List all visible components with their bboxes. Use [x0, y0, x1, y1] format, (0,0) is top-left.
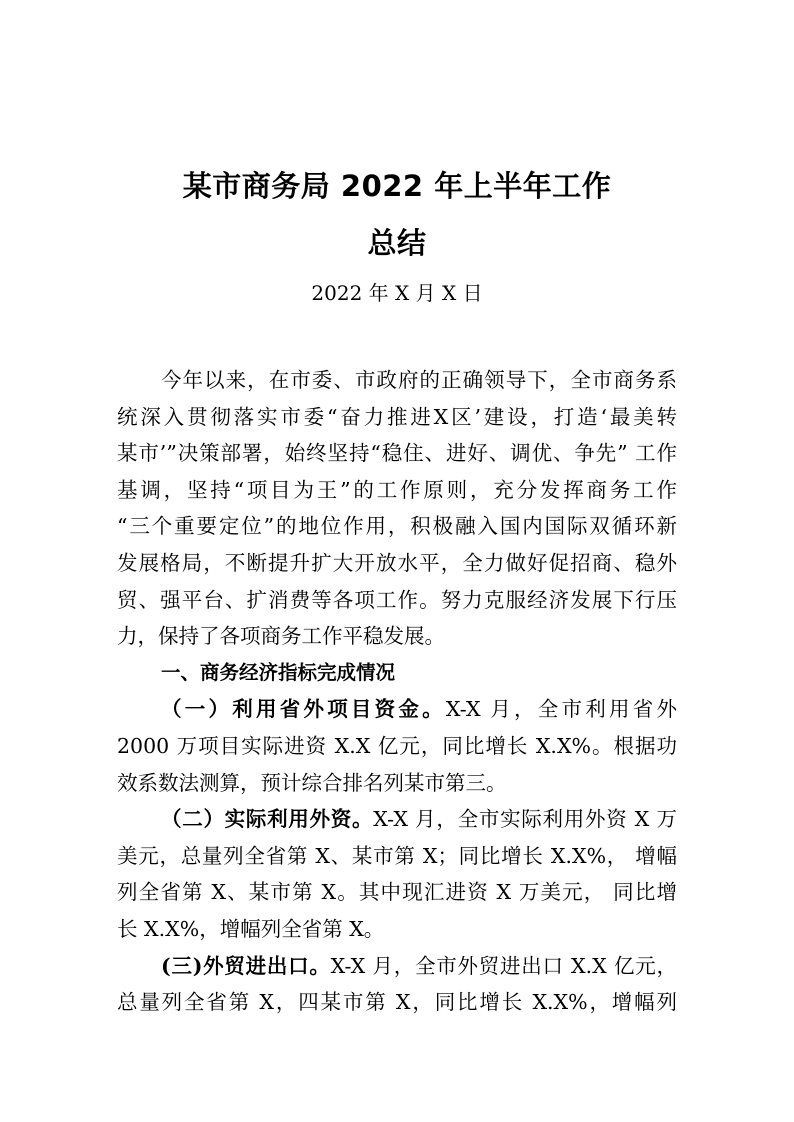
item-3-line-1	[117, 948, 677, 985]
document-title-line-2: 总结	[367, 226, 427, 260]
intro-line-1: 今年以来，在市委、市政府的正确领导下，全市商务系	[161, 368, 677, 392]
item-2-line-2: 美元，总量列全省第 X、某市第 X；同比增长 X.X%， 增幅	[117, 843, 677, 868]
intro-line-4: 基调，坚持“项目为王”的工作原则，充分发挥商务工作	[117, 477, 677, 502]
item-2-paragraph	[117, 801, 677, 947]
item-3-line-1-text: X-X 月，全市外贸进出口 X.X 亿元，	[330, 953, 677, 978]
section-heading-1: 一、商务经济指标完成情况	[161, 660, 396, 684]
item-3-label: (三)外贸进出口。	[161, 953, 331, 978]
item-2-line-4: 长 X.X%，增幅列全省第 X。	[117, 916, 385, 941]
intro-line-8: 力，保持了各项商务工作平稳发展。	[117, 624, 445, 649]
document-body	[117, 362, 677, 1021]
item-2-line-3: 列全省第 X、某市第 X。其中现汇进资 X 万美元， 同比增	[117, 880, 677, 905]
item-3-line-2: 总量列全省第 X，四某市第 X，同比增长 X.X%，增幅列	[117, 990, 677, 1015]
item-2-line-1	[117, 801, 677, 838]
document-date: 2022 年 X 月 X 日	[311, 281, 483, 305]
item-1-label: （一）利用省外项目资金。	[161, 697, 446, 722]
item-1-paragraph	[117, 691, 677, 801]
item-3-paragraph	[117, 948, 677, 1021]
intro-paragraph	[117, 362, 677, 655]
intro-line-3: 某市’”决策部署，始终坚持“稳住、进好、调优、争先” 工作	[117, 441, 677, 466]
intro-line-7: 贸、强平台、扩消费等各项工作。努力克服经济发展下行压	[117, 587, 677, 612]
item-1-line-1	[117, 691, 677, 728]
document-title-line-1: 某市商务局 2022 年上半年工作	[182, 169, 612, 203]
item-2-line-1-text: X-X 月，全市实际利用外资 X 万	[373, 807, 678, 832]
item-2-label: （二）实际利用外资。	[161, 807, 374, 832]
item-1-line-2: 2000 万项目实际进资 X.X 亿元，同比增长 X.X%。根据功	[117, 733, 677, 758]
item-1-line-1-text: X-X 月，全市利用省外	[445, 697, 678, 722]
item-1-line-3: 效系数法测算，预计综合排名列某市第三。	[117, 770, 507, 795]
intro-line-6: 发展格局，不断提升扩大开放水平，全力做好促招商、稳外	[117, 550, 677, 575]
intro-line-2: 统深入贯彻落实市委“奋力推进X区’建设，打造‘最美转	[117, 404, 677, 429]
intro-line-5: “三个重要定位”的地位作用，积极融入国内国际双循环新	[117, 514, 677, 539]
